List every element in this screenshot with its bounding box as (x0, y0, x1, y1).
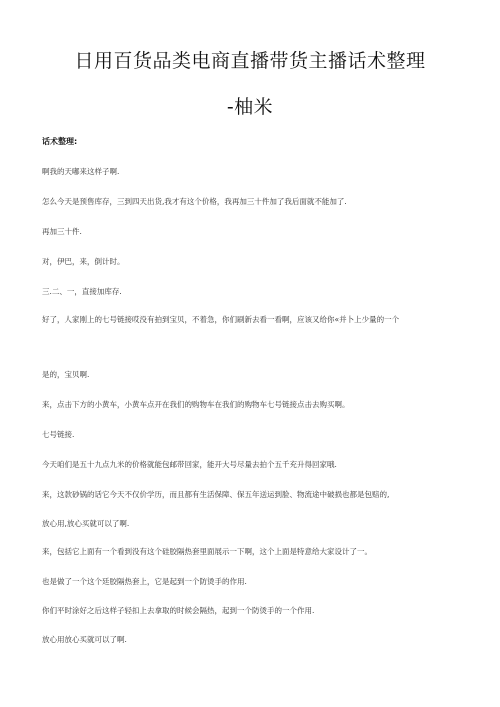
script-line: 你们平时涂好之后这样子轻扣上去拿取的时候会隔热，起到一个防烫手的一个作用. (42, 606, 315, 615)
section-label: 话术整理: (42, 137, 78, 146)
script-line: 来，这款砂锅的话它今天不仅价学历，而且都有生活保障、保五年送运到脸、物流途中破损也都是包赔的, (42, 490, 390, 499)
script-line: 怎么今天是预售库存，三到四天出货,我才有这个价格，我再加三十件加了我后面就不能加了. (42, 197, 347, 206)
script-line: 放心用放心买就可以了啊. (42, 635, 127, 644)
script-line: 七号链接. (42, 430, 75, 439)
script-line: 啊我的天嘟来这样子啊. (42, 167, 120, 176)
script-line: 今天咱们是五十九点九米的价格就能包邮带回家，能开大号尽量去拍个五千充升得回家哦. (42, 460, 337, 469)
script-line: 再加三十件. (42, 227, 82, 236)
script-line: 三.二、一，直接加库存. (42, 287, 122, 296)
script-line: 是的，宝贝啊. (42, 370, 90, 379)
script-line: 也是做了一个这个廷胶隔热套上，它是起到一个防烫手的作用. (42, 577, 247, 586)
document-title: 日用百货品类电商直播带货主播话术整理 (74, 50, 426, 72)
script-line: 对，伊巴，来，倒计时。 (42, 257, 125, 266)
script-line: 放心用,放心买就可以了啊. (42, 519, 130, 528)
script-line: 好了，人家刚上的七号链接哎没有拍到宝贝，不着急，你们刷新去看一看啊，应该又给你«并卜上少量的一个 (42, 315, 400, 324)
script-line: 来，包括它上面有一个看到没有这个硅胶隔热套里面展示一下啊，这个上面是特意给大家设计了一。 (42, 547, 372, 556)
script-line: 来，点击下方的小黄车，小黄车点开在我们的购物车在我们的购物车七号链接点击去购买啊。 (42, 400, 350, 409)
document-author: -柚米 (226, 96, 274, 118)
